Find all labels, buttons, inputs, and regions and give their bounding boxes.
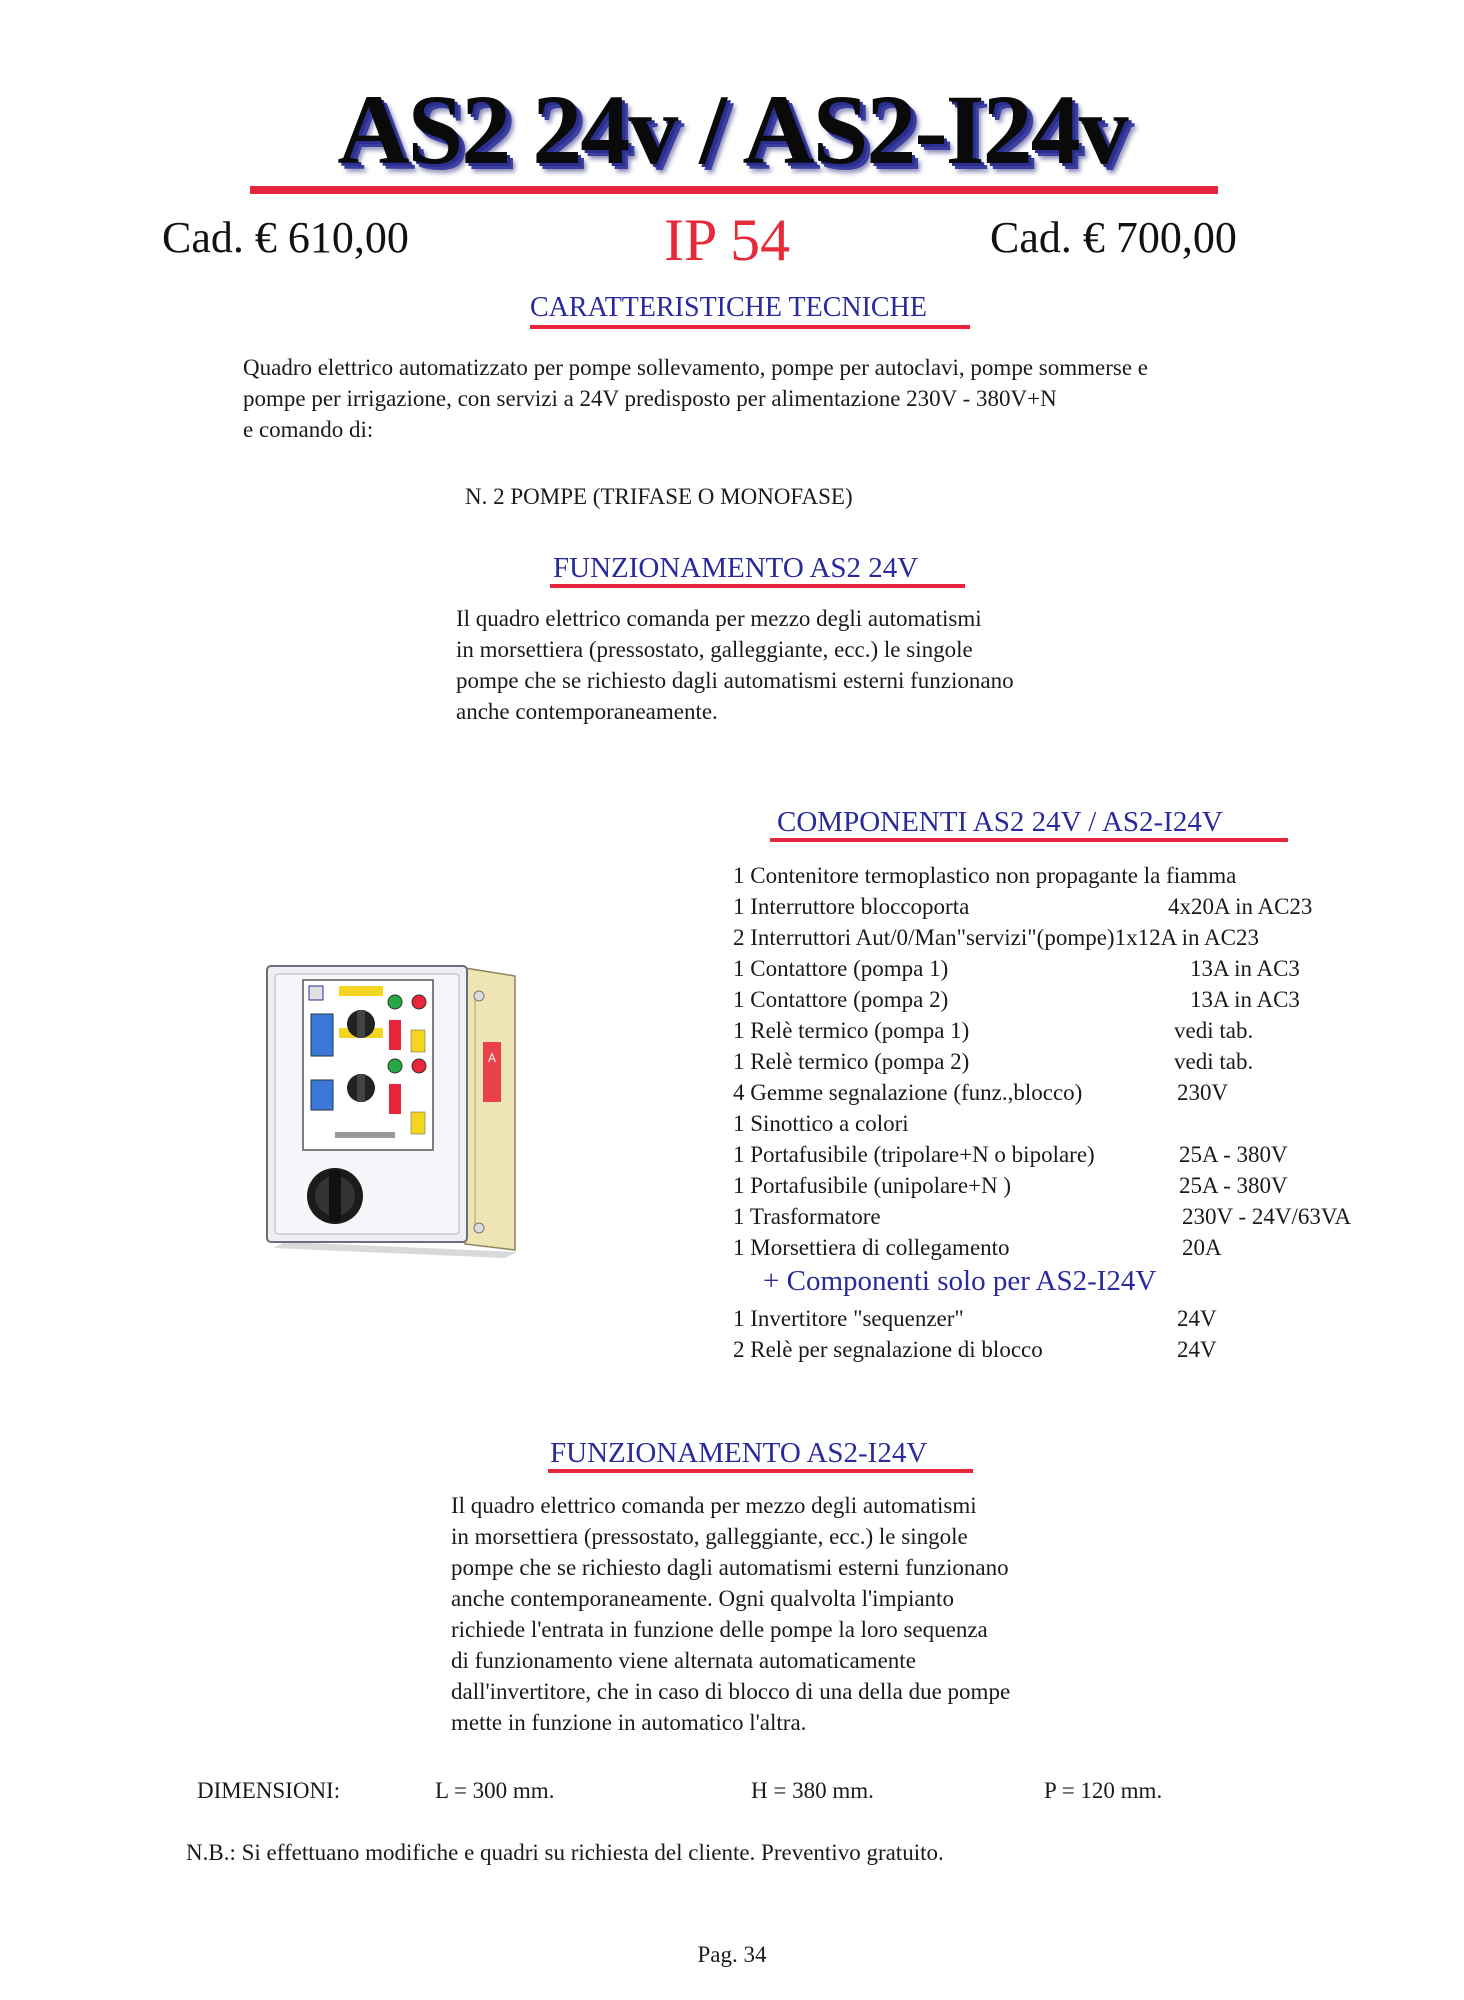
list-item [733,891,1373,922]
component-label: 1 Contenitore termoplastico non propagante la fiamma [733,863,1237,888]
dimension-height: H = 380 mm. [751,1778,874,1803]
func-as2i-line: richiede l'entrata in funzione delle pompe la loro sequenza [451,1617,988,1642]
list-item [733,1108,1373,1139]
list-item [733,1139,1373,1170]
func-as2-line: in morsettiera (pressostato, galleggiante, ecc.) le singole [456,637,973,662]
component-rating: 25A - 380V [1179,1173,1288,1198]
dimension-depth: P = 120 mm. [1044,1778,1163,1803]
list-item [733,1303,1373,1334]
func-as2-description [456,603,1014,727]
list-item [733,1232,1373,1263]
list-item [733,1201,1373,1232]
func-as2i-description [451,1490,1010,1738]
components-heading-underline [770,838,1288,842]
control-panel-image [265,962,523,1262]
list-item [733,922,1373,953]
list-item [733,1334,1373,1365]
list-item [733,1077,1373,1108]
func-as2i-line: anche contemporaneamente. Ogni qualvolta l'impianto [451,1586,954,1611]
extra-components-heading: + Componenti solo per AS2-I24V [763,1265,1157,1297]
func-as2-heading: FUNZIONAMENTO AS2 24V [553,552,919,584]
component-label: 1 Interruttore bloccoporta [733,894,970,919]
component-label: 1 Relè termico (pompa 2) [733,1049,970,1074]
list-item [733,953,1373,984]
component-label: 1 Contattore (pompa 1) [733,956,949,981]
component-label: 1 Trasformatore [733,1204,881,1229]
ip-rating: IP 54 [664,207,791,273]
tech-line: e comando di: [243,417,374,442]
component-rating: 230V [1177,1080,1229,1105]
component-rating: 13A in AC3 [1190,956,1300,981]
components-heading: COMPONENTI AS2 24V / AS2-I24V [777,806,1223,838]
component-rating: vedi tab. [1174,1049,1254,1074]
func-as2-line: Il quadro elettrico comanda per mezzo degli automatismi [456,606,982,631]
page-number: Pag. 34 [697,1942,767,1967]
price-as2: Cad. € 610,00 [162,213,409,262]
tech-heading: CARATTERISTICHE TECNICHE [530,292,927,323]
func-as2i-line: dall'invertitore, che in caso di blocco di una della due pompe [451,1679,1011,1704]
component-label: 2 Relè per segnalazione di blocco [733,1337,1043,1362]
list-item [733,1015,1373,1046]
func-as2i-line: di funzionamento viene alternata automaticamente [451,1648,916,1673]
component-rating: vedi tab. [1174,1018,1254,1043]
svg-text:A: A [487,1051,497,1065]
page-title: AS2 24v / AS2-I24v [337,74,1127,185]
tech-description [243,352,1148,445]
tech-heading-underline [530,325,970,329]
func-as2-heading-underline [550,584,965,588]
component-label: 1 Relè termico (pompa 1) [733,1018,970,1043]
func-as2i-heading: FUNZIONAMENTO AS2-I24V [550,1437,928,1469]
component-label: 1 Contattore (pompa 2) [733,987,949,1012]
price-as2i: Cad. € 700,00 [990,213,1237,262]
component-label: 2 Interruttori Aut/0/Man"servizi"(pompe)1x12A in AC23 [733,925,1259,950]
component-label: 1 Sinottico a colori [733,1111,909,1136]
component-label: 1 Portafusibile (tripolare+N o bipolare) [733,1142,1095,1167]
func-as2i-line: Il quadro elettrico comanda per mezzo degli automatismi [451,1493,977,1518]
component-label: 4 Gemme segnalazione (funz.,blocco) [733,1080,1083,1105]
dimension-length: L = 300 mm. [435,1778,555,1803]
component-rating: 4x20A in AC23 [1168,894,1313,919]
list-item [733,1170,1373,1201]
list-item [733,984,1373,1015]
func-as2i-line: in morsettiera (pressostato, galleggiante, ecc.) le singole [451,1524,968,1549]
extra-heading-row [733,1263,1373,1303]
tech-line: pompe per irrigazione, con servizi a 24V predisposto per alimentazione 230V - 380V+N [243,386,1057,411]
component-label: 1 Invertitore "sequenzer" [733,1306,964,1331]
component-rating: 230V - 24V/63VA [1182,1204,1352,1229]
func-as2i-line: mette in funzione in automatico l'altra. [451,1710,807,1735]
component-rating: 24V [1177,1306,1217,1331]
title-underline [250,186,1218,194]
func-as2i-heading-underline [548,1469,973,1473]
list-item [733,1046,1373,1077]
component-rating: 20A [1182,1235,1222,1260]
components-list [733,860,1373,1365]
component-rating: 13A in AC3 [1190,987,1300,1012]
footnote: N.B.: Si effettuano modifiche e quadri su richiesta del cliente. Preventivo gratuito. [186,1840,944,1865]
pumps-line: N. 2 POMPE (TRIFASE O MONOFASE) [465,484,853,509]
component-label: 1 Morsettiera di collegamento [733,1235,1010,1260]
component-rating: 25A - 380V [1179,1142,1288,1167]
func-as2i-line: pompe che se richiesto dagli automatismi esterni funzionano [451,1555,1009,1580]
dimensions-label: DIMENSIONI: [197,1778,341,1803]
component-label: 1 Portafusibile (unipolare+N ) [733,1173,1012,1198]
func-as2-line: pompe che se richiesto dagli automatismi esterni funzionano [456,668,1014,693]
func-as2-line: anche contemporaneamente. [456,699,718,724]
component-rating: 24V [1177,1337,1217,1362]
tech-line: Quadro elettrico automatizzato per pompe sollevamento, pompe per autoclavi, pompe sommerse e [243,355,1148,380]
list-item [733,860,1373,891]
